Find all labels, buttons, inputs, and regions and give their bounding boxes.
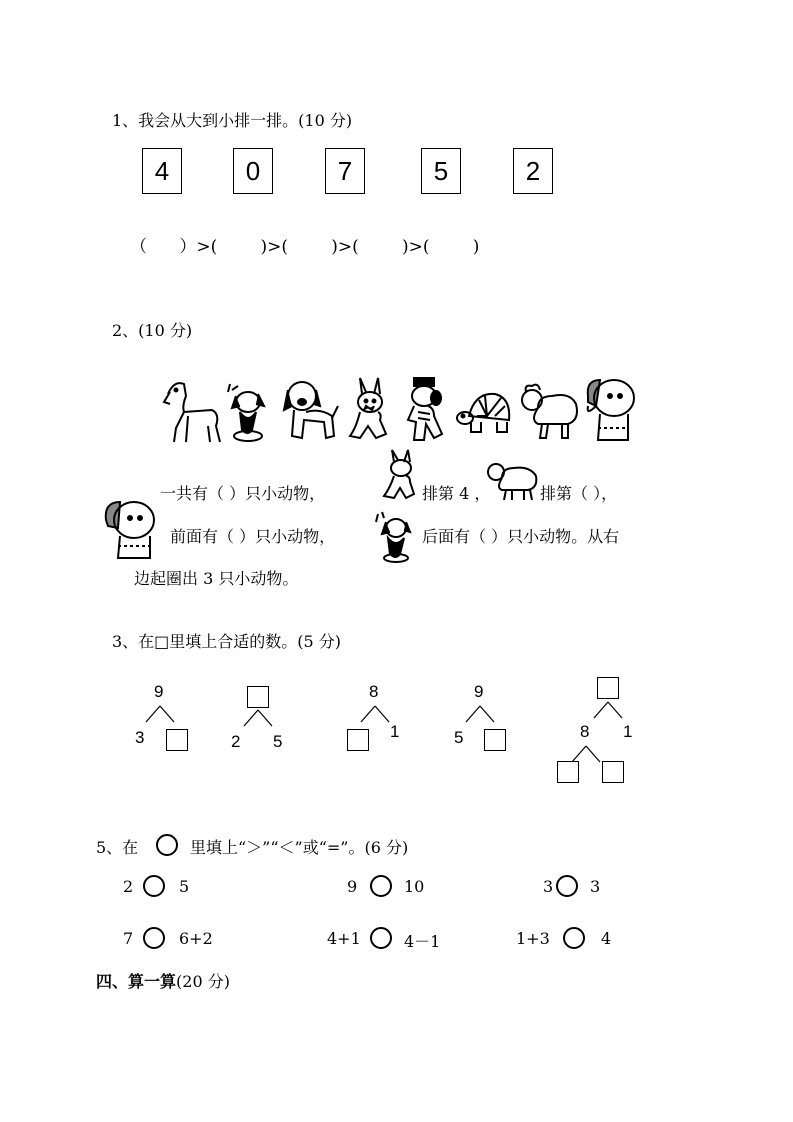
tree5-left-number: 8 [580,722,590,741]
compare2-circle[interactable] [370,875,392,897]
compare6-left: 1+3 [516,929,550,948]
tree4-top-number: 9 [474,682,484,701]
compare4-circle[interactable] [143,927,165,949]
q2-front-question: 前面有（ ）只小动物， [170,527,336,546]
compare2-right: 10 [404,877,425,896]
number-card-4: 5 [421,148,461,194]
q5-title-prefix: 5、在 [96,838,139,857]
q1-answer-line[interactable]: （ ）>( )>( )>( )>( ) [130,237,480,257]
compare5-right: 4－1 [404,932,441,951]
tree1-top-number: 9 [154,682,164,701]
compare5-circle[interactable] [370,927,392,949]
tree1-left-number: 3 [135,728,145,747]
q2-rabbit-position: 排第 4 ， [422,484,491,503]
tree3-top-number: 8 [369,682,379,701]
compare1-circle[interactable] [143,875,165,897]
q2-sheep-position: 排第（ ）， [540,484,618,503]
compare4-left: 7 [123,929,134,948]
number-card-5: 2 [513,148,553,194]
compare3-left: 3 [543,877,554,896]
compare6-circle[interactable] [563,927,585,949]
tree2-left-number: 2 [231,732,241,751]
compare3-right: 3 [590,877,601,896]
q5-title-circle [156,834,178,856]
compare1-right: 5 [179,877,190,896]
section4-heading [96,969,230,992]
q2-circle-instruction: 边起圈出 3 只小动物。 [134,569,299,588]
compare3-circle[interactable] [556,875,578,897]
tree3-left-blank[interactable] [347,729,369,751]
compare5-left: 4+1 [327,929,361,948]
tree3-right-number: 1 [390,722,400,741]
tree4-left-number: 5 [454,728,464,747]
number-card-1: 4 [142,148,182,194]
q2-back-question: 后面有（ ）只小动物。从右 [422,527,620,546]
tree1-right-blank[interactable] [166,729,188,751]
q2-total-question: 一共有（ ）只小动物， [160,484,326,503]
compare4-right: 6+2 [179,929,213,948]
section4-title: 四、算一算 [96,972,177,991]
compare6-right: 4 [601,929,612,948]
compare2-left: 9 [347,877,358,896]
section4-points: (20 分) [176,972,230,991]
tree5-sub-left-blank[interactable] [557,761,579,783]
tree2-top-blank[interactable] [247,686,269,708]
q1-title: 1、我会从大到小排一排。(10 分) [112,111,353,130]
tree5-right-number: 1 [623,722,633,741]
tree2-right-number: 5 [273,732,283,751]
q5-title-suffix: 里填上“＞”“＜”或“=”。(6 分) [190,838,409,857]
tree5-sub-right-blank[interactable] [602,761,624,783]
number-card-3: 7 [325,148,365,194]
number-card-2: 0 [233,148,273,194]
compare1-left: 2 [123,877,134,896]
q3-title: 3、在□里填上合适的数。(5 分) [112,632,342,651]
q2-title: 2、(10 分) [112,321,193,340]
tree5-top-blank[interactable] [597,677,619,699]
tree4-right-blank[interactable] [484,729,506,751]
